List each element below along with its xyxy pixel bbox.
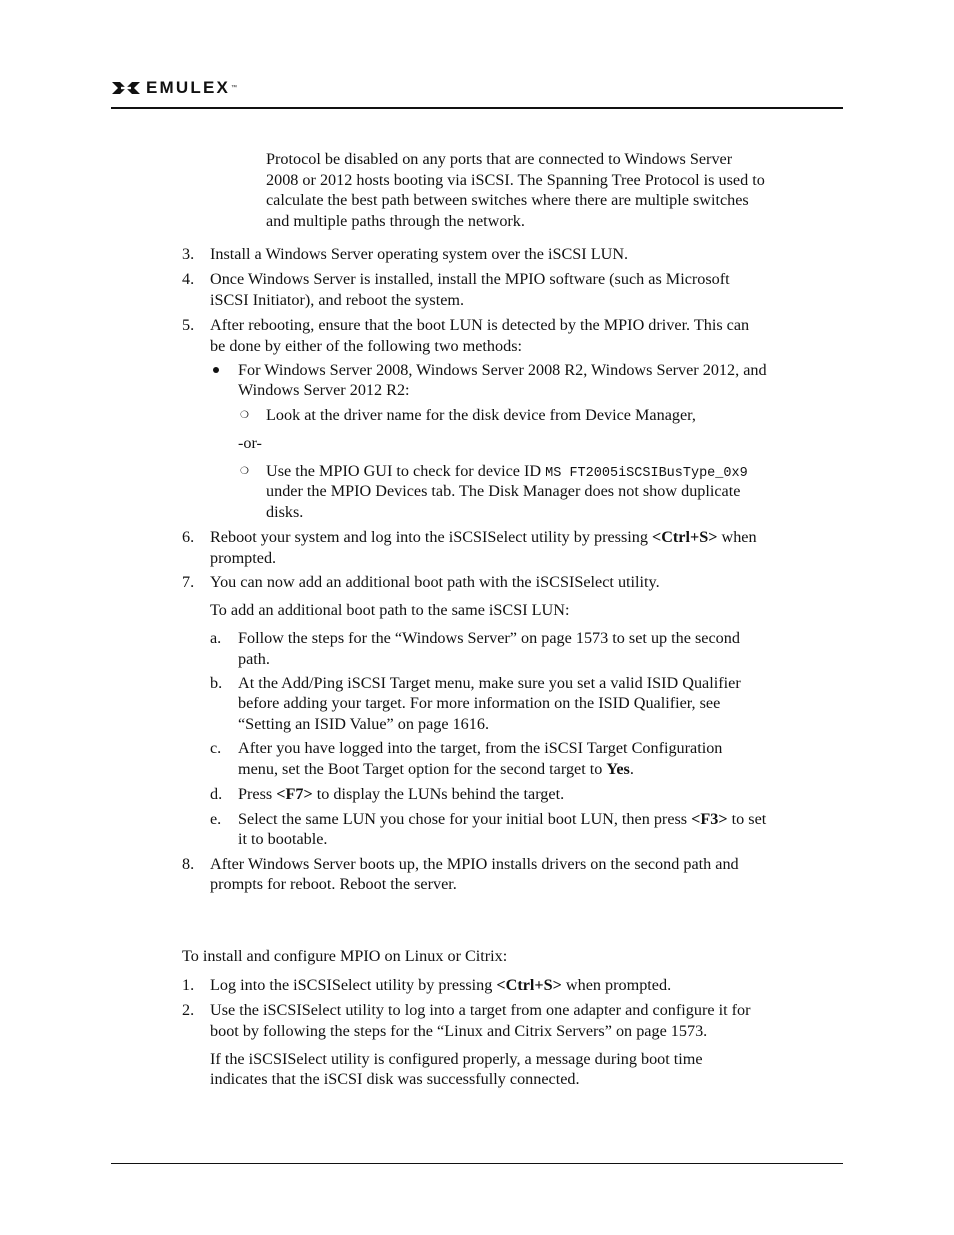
footer-rule <box>111 1163 843 1164</box>
step-number: 1. <box>182 976 195 994</box>
substep-text: path. <box>238 650 270 668</box>
yes-value: Yes <box>606 760 630 778</box>
intro-line: Protocol be disabled on any ports that are connected to Windows Server <box>266 150 733 168</box>
step-text: be done by either of the following two methods: <box>210 337 522 355</box>
bullet-text: For Windows Server 2008, Windows Server 2008 R2, Windows Server 2012, and <box>238 361 767 379</box>
step-text: After rebooting, ensure that the boot LUN is detected by the MPIO driver. This can <box>210 316 750 334</box>
sub-bullet-text: under the MPIO Devices tab. The Disk Manager does not show duplicate <box>266 482 741 500</box>
step-text: boot by following the steps for the “Linux and Citrix Servers” on page 1573. <box>210 1022 708 1040</box>
substep-text: Follow the steps for the “Windows Server” on page 1573 to set up the second <box>238 629 740 647</box>
substep-text: menu, set the Boot Target option for the second target to Yes. <box>238 760 634 778</box>
step-text: After Windows Server boots up, the MPIO installs drivers on the second path and <box>210 855 739 873</box>
step-number: 5. <box>182 316 195 334</box>
key-f3: <F3> <box>691 810 728 828</box>
substep-text: before adding your target. For more information on the ISID Qualifier, see <box>238 694 721 712</box>
step-number: 2. <box>182 1001 195 1019</box>
bullet-text: Windows Server 2012 R2: <box>238 381 410 399</box>
circle-bullet-icon: ❍ <box>240 466 249 477</box>
key-f7: <F7> <box>276 785 313 803</box>
emulex-logo <box>111 78 237 98</box>
or-text: -or- <box>238 434 262 452</box>
intro-line: 2008 or 2012 hosts booting via iSCSI. The Spanning Tree Protocol is used to <box>266 171 765 189</box>
substep-label: b. <box>210 674 223 692</box>
step-text: Use the iSCSISelect utility to log into a target from one adapter and configure it for <box>210 1001 751 1019</box>
intro-line: and multiple paths through the network. <box>266 212 525 230</box>
key-ctrl-s: <Ctrl+S> <box>496 976 562 994</box>
step-text: Install a Windows Server operating system over the iSCSI LUN. <box>210 245 629 263</box>
substep-label: a. <box>210 629 222 647</box>
step-number: 4. <box>182 270 195 288</box>
key-ctrl-s: <Ctrl+S> <box>652 528 718 546</box>
substep-text: Select the same LUN you chose for your initial boot LUN, then press <F3> to set <box>238 810 767 828</box>
note-text: If the iSCSISelect utility is configured properly, a message during boot time <box>210 1050 703 1068</box>
step-text: Log into the iSCSISelect utility by pressing <Ctrl+S> when prompted. <box>210 976 672 994</box>
step-text: Once Windows Server is installed, install the MPIO software (such as Microsoft <box>210 270 730 288</box>
step-number: 7. <box>182 573 195 591</box>
substep-text: it to bootable. <box>238 830 328 848</box>
device-id-code: MS FT2005iSCSIBusType_0x9 <box>545 466 748 481</box>
step-number: 3. <box>182 245 195 263</box>
intro-line: calculate the best path between switches where there are multiple switches <box>266 191 749 209</box>
step-text: prompts for reboot. Reboot the server. <box>210 875 457 893</box>
step-text: You can now add an additional boot path with the iSCSISelect utility. <box>210 573 660 591</box>
substep-label: e. <box>210 810 222 828</box>
step-text: Reboot your system and log into the iSCSISelect utility by pressing <Ctrl+S> when <box>210 528 757 546</box>
step-number: 8. <box>182 855 195 873</box>
sub-bullet-text: Use the MPIO GUI to check for device ID MS FT2005iSCSIBusType_0x9 <box>266 462 748 481</box>
substep-label: d. <box>210 785 223 803</box>
logo-trademark: ™ <box>231 85 238 91</box>
sub-bullet-text: disks. <box>266 503 304 521</box>
bullet-dot <box>213 367 219 373</box>
substep-label: c. <box>210 739 222 757</box>
substep-text: At the Add/Ping iSCSI Target menu, make sure you set a valid ISID Qualifier <box>238 674 741 692</box>
substep-text: “Setting an ISID Value” on page 1616. <box>238 715 489 733</box>
substep-text: After you have logged into the target, from the iSCSI Target Configuration <box>238 739 723 757</box>
step-text: prompted. <box>210 549 277 567</box>
header-rule <box>111 107 843 109</box>
page-header <box>111 78 843 108</box>
substep-text: Press <F7> to display the LUNs behind the target. <box>238 785 565 803</box>
sub-bullet-text: Look at the driver name for the disk device from Device Manager, <box>266 406 696 424</box>
emulex-logo-icon <box>111 80 141 96</box>
step-number: 6. <box>182 528 195 546</box>
logo-wordmark: EMULEX <box>146 78 231 97</box>
linux-intro: To install and configure MPIO on Linux or Citrix: <box>182 947 508 965</box>
circle-bullet-icon: ❍ <box>240 410 249 421</box>
note-text: indicates that the iSCSI disk was successfully connected. <box>210 1070 580 1088</box>
step-subintro: To add an additional boot path to the same iSCSI LUN: <box>210 601 570 619</box>
step-text: iSCSI Initiator), and reboot the system. <box>210 291 465 309</box>
